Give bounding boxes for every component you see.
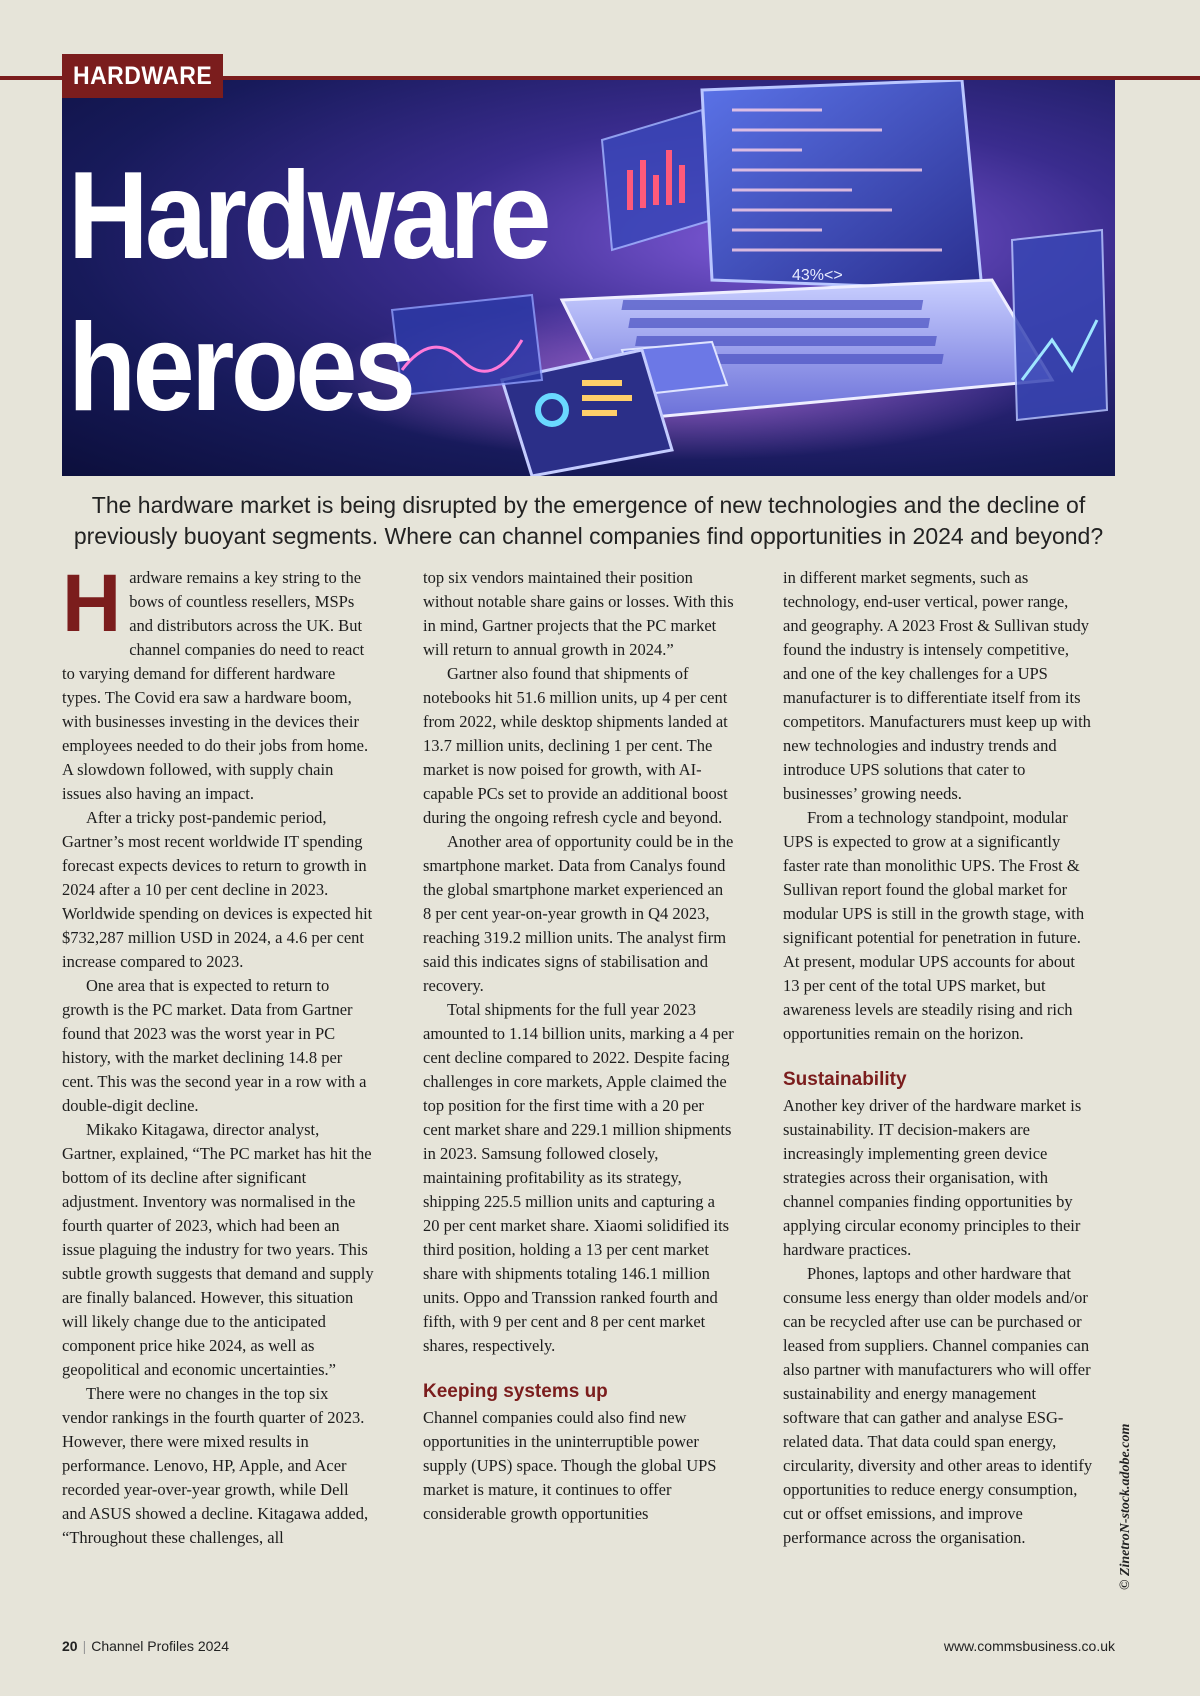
publication-name: Channel Profiles 2024 [91,1638,229,1654]
article-column-2 [423,566,735,1526]
image-credit: © ZinetroN-stock.adobe.com [1118,1423,1133,1590]
subhead-sustainability: Sustainability [783,1069,907,1090]
subhead-keeping-systems-up: Keeping systems up [423,1381,608,1402]
paragraph: in different market segments, such as technology, end-user vertical, power range, and geography. A 2023 Frost & Sullivan study found the industry is intensely competitive, and one of the key challenges for a UPS manufacturer is to differentiate itself from its competitors. Manufacturers must keep up with new technologies and industry trends and introduce UPS solutions that cater to businesses’ growing needs. [783,568,1091,803]
paragraph: One area that is expected to return to growth is the PC market. Data from Gartner found that 2023 was the worst year in PC history, with the market declining 14.8 per cent. This was the second year in a row with a double-digit decline. [62,976,367,1115]
standfirst: The hardware market is being disrupted by the emergence of new technologies and the decline of previously buoyant segments. Where can channel companies find opportunities in 2024 and beyond? [73,492,1104,549]
paragraph: Phones, laptops and other hardware that consume less energy than older models and/or can be recycled after use can be purchased or leased from suppliers. Channel companies can also partner with manufacturers who will offer sustainability and energy management software that can gather and analyse ESG-related data. That data could span energy, circularity, diversity and other areas to identify opportunities to reduce energy consumption, cut or offset emissions, and improve performance across the organisation. [783,1264,1093,1547]
headline-line-1: Hardware [68,147,548,285]
paragraph: Another key driver of the hardware market is sustainability. IT decision-makers are increasingly implementing green device strategies across their organisation, with channel companies finding opportunities by applying circular economy principles to their hardware practices. [783,1096,1082,1259]
paragraph: Channel companies could also find new opportunities in the uninterruptible power supply (UPS) space. Though the global UPS market is mature, it continues to offer considerable growth opportunities [423,1408,717,1523]
paragraph: After a tricky post-pandemic period, Gartner’s most recent worldwide IT spending forecast expects devices to return to growth in 2024 after a 10 per cent decline in 2023. Worldwide spending on devices is expected hit $732,287 million USD in 2024, a 4.6 per cent increase compared to 2023. [62,808,373,971]
footer-website: www.commsbusiness.co.uk [943,1638,1115,1654]
dropcap: H [62,558,122,649]
article-column-1 [62,558,374,1550]
section-tag: HARDWARE [62,54,223,98]
paragraph: Total shipments for the full year 2023 amounted to 1.14 billion units, marking a 4 per cent decline compared to 2022. Despite facing challenges in core markets, Apple claimed the top position for the first time with a 20 per cent market share and 229.1 million shipments in 2023. Samsung followed closely, maintaining profitability as its strategy, shipping 225.5 million units and capturing a 20 per cent market share. Xiaomi solidified its third position, holding a 13 per cent market share with shipments totaling 146.1 million units. Oppo and Transsion ranked fourth and fifth, with 9 per cent and 8 per cent market shares, respectively. [423,1000,734,1355]
article-column-3 [783,566,1095,1550]
headline-line-2: heroes [68,299,413,437]
page-number: 20 [62,1638,78,1654]
paragraph: top six vendors maintained their position without notable share gains or losses. With this in mind, Gartner projects that the PC market will return to annual growth in 2024.” [423,568,734,659]
paragraph: Mikako Kitagawa, director analyst, Gartner, explained, “The PC market has hit the bottom of its decline after significant adjustment. Inventory was normalised in the fourth quarter of 2023, which had been an issue plaguing the industry for two years. This subtle growth suggests that demand and supply are finally balanced. However, this situation will likely change due to the anticipated component price hike 2024, as well as geopolitical and economic uncertainties.” [62,1120,374,1379]
footer-left: 20 | Channel Profiles 2024 [62,1638,229,1654]
svg-text:43%<>: 43%<> [792,267,843,284]
paragraph: Another area of opportunity could be in the smartphone market. Data from Canalys found the global smartphone market experienced an 8 per cent year-on-year growth in Q4 2023, reaching 319.2 million units. The analyst firm said this indicates signs of stabilisation and recovery. [423,832,734,995]
paragraph: Hardware remains a key string to the bows of countless resellers, MSPs and distributors across the UK. But channel companies do need to react to varying demand for different hardware types. The Covid era saw a hardware boom, with businesses investing in the devices their employees needed to do their jobs from home. A slowdown followed, with supply chain issues also having an impact. [62,558,369,803]
paragraph: Gartner also found that shipments of notebooks hit 51.6 million units, up 4 per cent from 2022, while desktop shipments landed at 13.7 million units, declining 1 per cent. The market is now poised for growth, with AI-capable PCs set to provide an additional boost during the ongoing refresh cycle and beyond. [423,664,728,827]
paragraph: From a technology standpoint, modular UPS is expected to grow at a significantly faster rate than monolithic UPS. The Frost & Sullivan report found the global market for modular UPS is still in the growth stage, with significant potential for penetration in future. At present, modular UPS accounts for about 13 per cent of the total UPS market, but awareness levels are steadily rising and rich opportunities remain on the horizon. [783,808,1085,1043]
headline [68,140,548,444]
paragraph: There were no changes in the top six vendor rankings in the fourth quarter of 2023. However, there were mixed results in performance. Lenovo, HP, Apple, and Acer recorded year-over-year growth, while Dell and ASUS showed a decline. Kitagawa added, “Throughout these challenges, all [62,1384,369,1547]
